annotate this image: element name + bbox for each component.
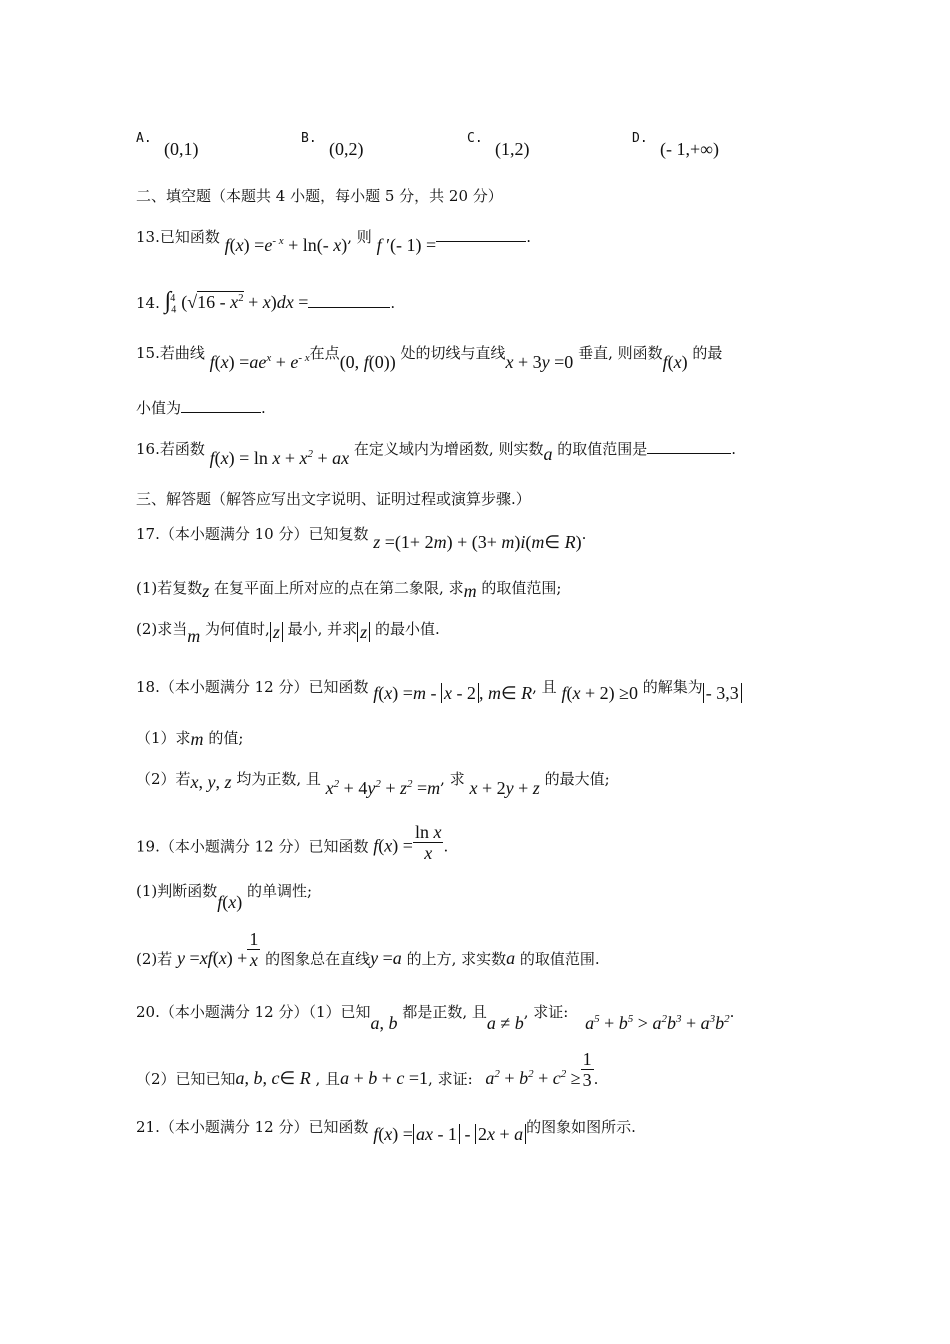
q19-p2c: 的上方, 求实数 <box>406 950 507 968</box>
q20-p2b: , 且 <box>315 1070 341 1088</box>
q15-t1: 在点 <box>309 344 340 362</box>
q13-derivative: f ′(- 1) = <box>376 235 437 255</box>
q15-line: x + 3y =0 <box>505 352 574 372</box>
q14-end: . <box>390 294 396 312</box>
q19-fraction: $\frac{\text{ln x}}{x}$ <box>414 822 442 863</box>
q18-solution-set: - 3,3 <box>703 683 742 703</box>
q17-p1b: 在复平面上所对应的点在第二象限, 求 <box>214 579 464 597</box>
q13-mid: , 则 <box>347 228 372 246</box>
q15-t2: 处的切线与直线 <box>400 344 506 362</box>
option-b-value: (0,2) <box>329 139 364 159</box>
q18-p2c: , 求 <box>440 770 465 788</box>
q17-var-m: m <box>463 581 477 601</box>
question-17 <box>136 523 587 552</box>
q16-end: . <box>731 440 737 458</box>
question-20-part2 <box>136 1048 599 1090</box>
question-14 <box>136 288 395 321</box>
q17-p1c: 的取值范围; <box>481 579 562 597</box>
q17-p2c: 最小, 并求 <box>287 620 358 638</box>
q13-formula: $f(x) =e^{- x} + \ln(-$ x) <box>224 235 348 255</box>
q17-p1a: (1)若复数 <box>136 579 203 597</box>
q17-head: 17.（本小题满分 10 分）已知复数 <box>136 525 369 543</box>
q13-answer-blank <box>436 227 526 242</box>
q15-t4: 的最 <box>692 344 723 362</box>
option-c-letter: C. <box>467 131 483 146</box>
q20-p2c: , 求证: <box>428 1070 473 1088</box>
q17-abs-z2: z <box>357 622 370 642</box>
q17-formula: z =(1+ 2m) + (3+ m)i(m∈ R) <box>373 532 582 552</box>
q18-var-m: m <box>190 729 204 749</box>
q17-p2b: 为何值时, <box>205 620 270 638</box>
q20-head: 20.（本小题满分 12 分）（1）已知 <box>136 1003 371 1021</box>
q14-answer-blank <box>308 293 390 308</box>
q19-p2a: (2)若 <box>136 950 173 968</box>
question-19 <box>136 822 449 863</box>
q17-var-z: z <box>202 581 210 601</box>
q18-head: 18.（本小题满分 12 分）已知函数 <box>136 678 369 696</box>
q17-p2a: (2)求当 <box>136 620 188 638</box>
q20-vars: a, b <box>370 1013 398 1033</box>
q19-line-eq: y =a <box>370 948 402 968</box>
q16-formula: $f(x) = \ln x + x^2$ + ax <box>209 448 350 468</box>
q19-function: f(x) <box>217 892 243 912</box>
question-17-part2 <box>136 618 440 646</box>
option-d-letter: D. <box>632 131 648 146</box>
q15-number: 15. <box>136 344 160 362</box>
question-15-cont <box>136 398 266 418</box>
q19-p2d: 的取值范围. <box>519 950 600 968</box>
q18-vars: x, y, z <box>190 772 232 792</box>
q19-end: . <box>443 837 449 856</box>
q13-end: . <box>526 228 531 246</box>
q21-formula: f(x) = ax - 1 - 2x + a <box>373 1124 526 1144</box>
option-a-value: (0,1) <box>164 139 199 159</box>
q19-composite: y =xf(x) + <box>177 948 248 968</box>
q20-end: . <box>729 1003 735 1021</box>
q15-function: f(x) <box>662 352 688 372</box>
q20-t2: , 求证: <box>523 1003 569 1021</box>
q16-number: 16. <box>136 440 160 458</box>
q21-head: 21.（本小题满分 12 分）已知函数 <box>136 1118 369 1136</box>
question-17-part1 <box>136 577 562 601</box>
question-18-part1 <box>136 727 243 748</box>
q15-answer-blank <box>181 398 261 413</box>
q14-number: 14. <box>136 294 160 312</box>
q20-neq: a ≠ b <box>486 1013 524 1033</box>
question-18-part2 <box>136 764 610 798</box>
q18-constraint: $x^2 + 4y^2 + z^2 =m$ <box>325 778 441 798</box>
q19-p2b: 的图象总在直线 <box>265 950 371 968</box>
q20-set: a, b, c∈ R <box>235 1068 311 1088</box>
question-15 <box>136 338 723 372</box>
q16-t1: 在定义域内为增函数, 则实数 <box>353 440 544 458</box>
q18-p2b: 均为正数, 且 <box>236 770 321 788</box>
q15-line2: 小值为 <box>136 399 182 417</box>
q18-p2a: （2）若 <box>136 770 191 788</box>
q19-one-over-x: $\frac{1}{x}$ <box>249 928 259 970</box>
q18-p2d: 的最大值; <box>544 770 610 788</box>
question-20 <box>136 997 735 1033</box>
q16-lead: 若函数 <box>159 440 205 458</box>
q13-number: 13. <box>136 228 160 246</box>
q19-param: a <box>506 948 516 968</box>
q18-p1b: 的值; <box>208 729 244 747</box>
question-19-part1 <box>136 880 313 912</box>
q19-p1b: 的单调性; <box>247 882 313 900</box>
q19-p1a: (1)判断函数 <box>136 882 218 900</box>
q15-curve: $f(x) =ae^x + e^{- x}$ <box>209 352 310 372</box>
option-c-value: (1,2) <box>495 139 530 159</box>
q18-objective: x + 2y + z <box>469 778 540 798</box>
q15-point: (0, f(0)) <box>339 352 396 372</box>
question-21 <box>136 1116 636 1144</box>
q18-formula: f(x) =m - x - 2 , m∈ R <box>373 683 533 703</box>
q18-t2: 的解集为 <box>642 678 703 696</box>
section-3-heading: 三、解答题（解答应写出文字说明、证明过程或演算步骤.） <box>136 490 531 508</box>
q14-integral: $\int_4^4$ $(√16 - x^2 + x)dx$ = <box>164 288 309 316</box>
q15-t3: 垂直, 则函数 <box>578 344 663 362</box>
q16-answer-blank <box>647 439 731 454</box>
q19-formula: f(x) = <box>373 835 413 856</box>
question-16 <box>136 434 737 468</box>
q18-inequality: f(x + 2) ≥0 <box>561 683 638 703</box>
question-18 <box>136 676 742 703</box>
section-2-heading: 二、填空题（本题共 4 小题，每小题 5 分，共 20 分） <box>136 187 503 205</box>
q16-t2: 的取值范围是 <box>557 440 648 458</box>
q21-t1: 的图象如图所示. <box>526 1118 636 1136</box>
option-a-letter: A. <box>136 131 152 146</box>
option-b-letter: B. <box>301 131 317 146</box>
q15-end: . <box>261 399 266 417</box>
question-19-part2 <box>136 928 600 970</box>
q20-inequality: $a^5 + b^5 > a^2b^3 + a^3b^2$ <box>585 1013 730 1033</box>
q16-param: a <box>543 444 553 464</box>
option-d-value: (- 1,+∞) <box>660 139 719 159</box>
q20-t1: 都是正数, 且 <box>402 1003 487 1021</box>
q17-var-m2: m <box>187 626 201 646</box>
q18-p1a: （1）求 <box>136 729 191 747</box>
q19-head: 19.（本小题满分 12 分）已知函数 <box>136 837 369 856</box>
q17-p2d: 的最小值. <box>374 620 440 638</box>
q20-one-third: $\frac{1}{3}$ <box>582 1048 592 1090</box>
q15-lead: 若曲线 <box>159 344 205 362</box>
q17-abs-z: z <box>270 622 283 642</box>
q13-lead: 已知函数 <box>159 228 220 246</box>
q20-squares: $a^2 + b^2 + c^2$ ≥ <box>485 1068 581 1088</box>
q18-t1: , 且 <box>532 678 557 696</box>
q20-p2end: . <box>593 1070 599 1088</box>
q17-end: . <box>581 525 587 543</box>
q20-sum: a + b + c =1 <box>340 1068 429 1088</box>
question-13 <box>136 222 531 255</box>
q20-p2a: （2）已知已知 <box>136 1070 236 1088</box>
